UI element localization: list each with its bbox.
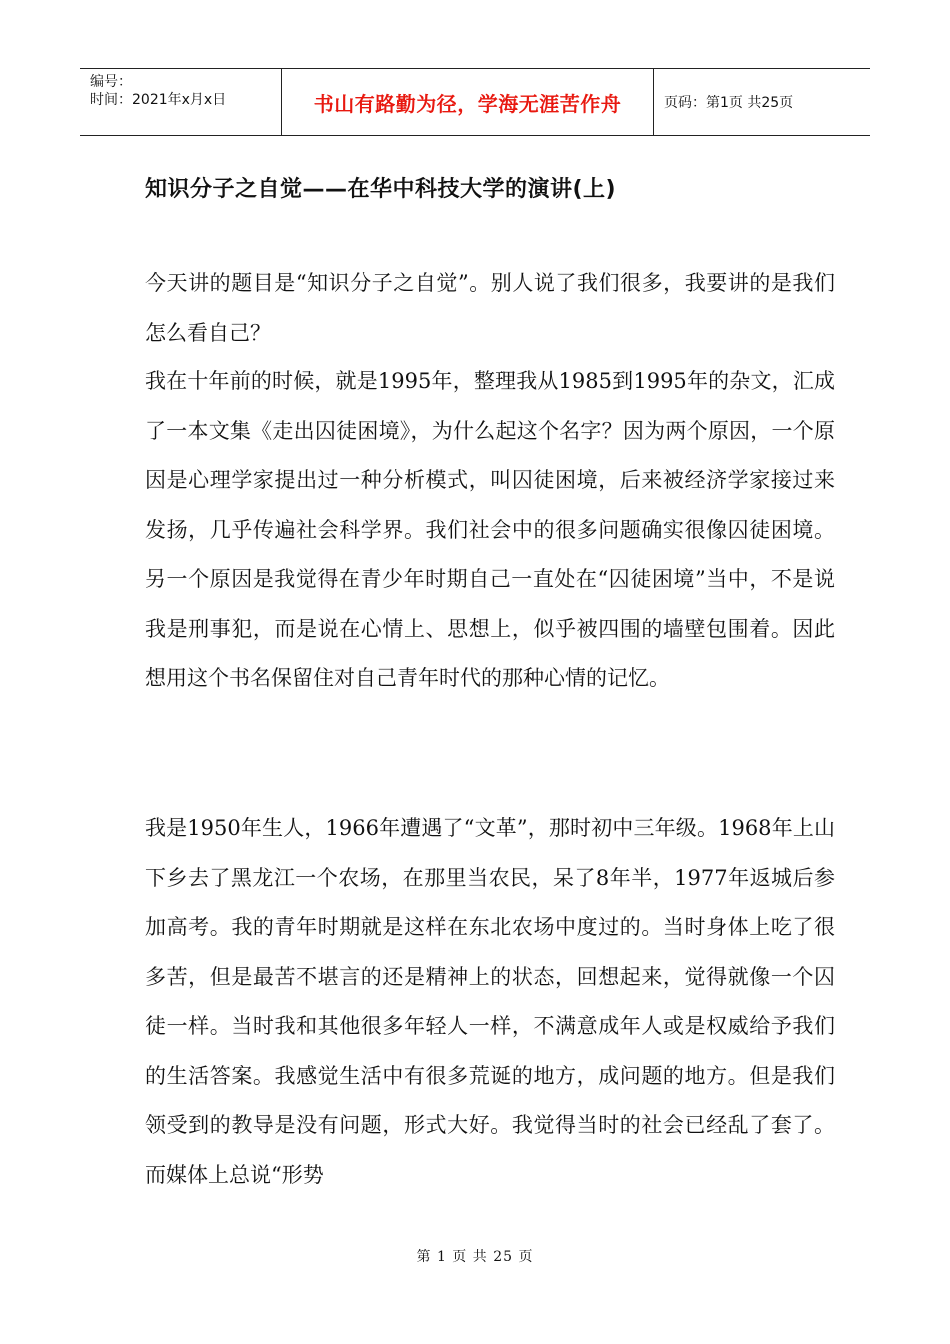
paragraph-2: 我在十年前的时候，就是1995年，整理我从1985到1995年的杂文，汇成了一本文集《走出囚徒困境》，为什么起这个名字？因为两个原因，一个原因是心理学家提出过一种分析模式，叫囚徒困境，后来被经济学家接过来发扬，几乎传遍社会科学界。我们社会中的很多问题确实很像囚徒困境。另一个原因是我觉得在青少年时期自己一直处在“囚徒困境”当中，不是说我是刑事犯，而是说在心情上、思想上，似乎被四围的墙壁包围着。因此想用这个书名保留住对自己青年时代的那种心情的记忆。 — [145, 369, 835, 690]
document-title: 知识分子之自觉——在华中科技大学的演讲(上) — [145, 177, 617, 202]
paragraph-3: 我是1950年生人，1966年遭遇了“文革”，那时初中三年级。1968年上山下乡去了黑龙江一个农场，在那里当农民，呆了8年半，1977年返城后参加高考。我的青年时期就是这样在东北农场中度过的。当时身体上吃了很多苦，但是最苦不堪言的还是精神上的状态，回想起来，觉得就像一个囚徒一样。当时我和其他很多年轻人一样，不满意成年人或是权威给予我们的生活答案。我感觉生活中有很多荒诞的地方，成问题的地方。但是我们领受到的教导是没有问题，形式大好。我觉得当时的社会已经乱了套了。而媒体上总说“形势 — [145, 816, 835, 1187]
paragraph-1: 今天讲的题目是“知识分子之自觉”。别人说了我们很多，我要讲的是我们怎么看自己？ — [145, 271, 835, 345]
page-header — [80, 68, 870, 136]
page-footer: 第 1 页 共 25 页 — [416, 1249, 534, 1265]
header-meta — [80, 69, 282, 135]
header-page-info: 页码：第1页 共25页 — [664, 95, 794, 111]
time-label: 时间：2021年x月x日 — [90, 92, 227, 108]
number-label: 编号： — [90, 74, 132, 90]
header-motto: 书山有路勤为径，学海无涯苦作舟 — [282, 69, 654, 135]
